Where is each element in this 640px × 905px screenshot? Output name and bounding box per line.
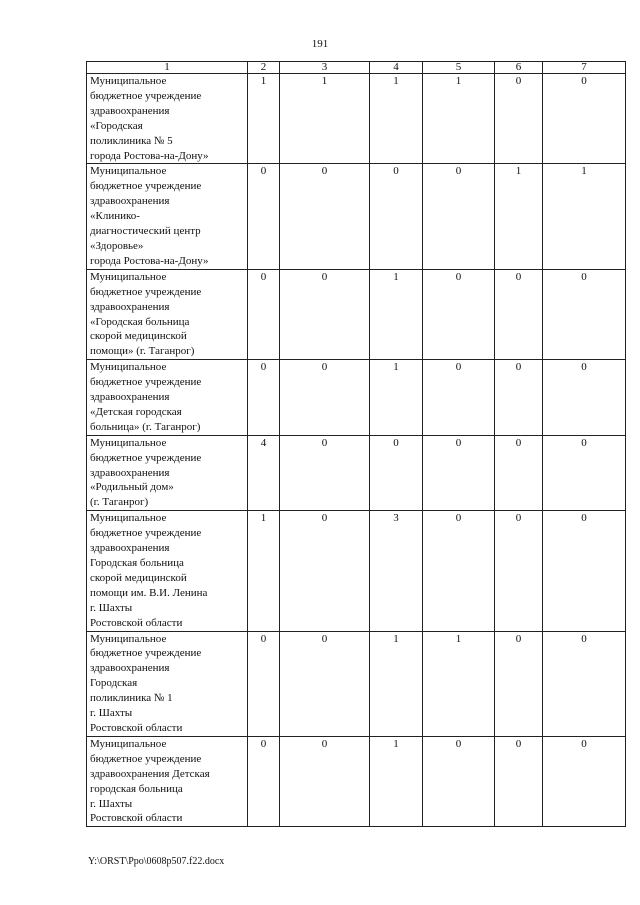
value-cell: 1 bbox=[248, 74, 280, 164]
organization-name-cell: Муниципальное бюджетное учреждение здравоохранения «Родильный дом» (г. Таганрог) bbox=[87, 435, 248, 511]
value-cell: 0 bbox=[543, 269, 626, 359]
value-cell: 1 bbox=[370, 631, 423, 736]
value-cell: 0 bbox=[423, 164, 495, 269]
value-cell: 0 bbox=[370, 435, 423, 511]
table-row bbox=[87, 269, 626, 359]
organization-name-cell: Муниципальное бюджетное учреждение здравоохранения «Городская больница скорой медицинской помощи» (г. Таганрог) bbox=[87, 269, 248, 359]
value-cell: 0 bbox=[543, 74, 626, 164]
value-cell: 0 bbox=[248, 736, 280, 826]
value-cell: 0 bbox=[495, 74, 543, 164]
value-cell: 0 bbox=[370, 164, 423, 269]
value-cell: 0 bbox=[495, 736, 543, 826]
value-cell: 0 bbox=[543, 631, 626, 736]
column-header: 3 bbox=[280, 62, 370, 74]
organization-name-cell: Муниципальное бюджетное учреждение здравоохранения Детская городская больница г. Шахты Ростовской области bbox=[87, 736, 248, 826]
footer-file-path: Y:\ORST\Ppo\0608p507.f22.docx bbox=[88, 856, 225, 867]
value-cell: 0 bbox=[423, 269, 495, 359]
value-cell: 3 bbox=[370, 511, 423, 631]
page-number: 191 bbox=[311, 38, 329, 50]
value-cell: 0 bbox=[495, 511, 543, 631]
column-header: 7 bbox=[543, 62, 626, 74]
table-row bbox=[87, 435, 626, 511]
column-header: 4 bbox=[370, 62, 423, 74]
value-cell: 0 bbox=[543, 435, 626, 511]
column-header: 2 bbox=[248, 62, 280, 74]
value-cell: 0 bbox=[423, 511, 495, 631]
column-header: 1 bbox=[87, 62, 248, 74]
value-cell: 0 bbox=[280, 360, 370, 436]
column-header: 6 bbox=[495, 62, 543, 74]
value-cell: 1 bbox=[370, 74, 423, 164]
value-cell: 0 bbox=[423, 360, 495, 436]
value-cell: 0 bbox=[423, 435, 495, 511]
value-cell: 0 bbox=[280, 511, 370, 631]
column-header: 5 bbox=[423, 62, 495, 74]
value-cell: 1 bbox=[248, 511, 280, 631]
value-cell: 0 bbox=[495, 360, 543, 436]
table-header-row bbox=[87, 62, 626, 74]
value-cell: 0 bbox=[543, 360, 626, 436]
organization-name-cell: Муниципальное бюджетное учреждение здравоохранения Городская поликлиника № 1 г. Шахты Ростовской области bbox=[87, 631, 248, 736]
value-cell: 1 bbox=[423, 631, 495, 736]
value-cell: 0 bbox=[423, 736, 495, 826]
table-row bbox=[87, 360, 626, 436]
data-table bbox=[86, 61, 626, 827]
table-row bbox=[87, 631, 626, 736]
value-cell: 0 bbox=[280, 631, 370, 736]
value-cell: 1 bbox=[370, 360, 423, 436]
value-cell: 1 bbox=[370, 736, 423, 826]
value-cell: 0 bbox=[280, 435, 370, 511]
organization-name-cell: Муниципальное бюджетное учреждение здравоохранения Городская больница скорой медицинской помощи им. В.И. Ленина г. Шахты Ростовской области bbox=[87, 511, 248, 631]
value-cell: 4 bbox=[248, 435, 280, 511]
organization-name-cell: Муниципальное бюджетное учреждение здравоохранения «Городская поликлиника № 5 города Ростова-на-Дону» bbox=[87, 74, 248, 164]
value-cell: 0 bbox=[248, 164, 280, 269]
organization-name-cell: Муниципальное бюджетное учреждение здравоохранения «Клинико- диагностический центр «Здоровье» города Ростова-на-Дону» bbox=[87, 164, 248, 269]
value-cell: 0 bbox=[280, 164, 370, 269]
value-cell: 1 bbox=[280, 74, 370, 164]
value-cell: 0 bbox=[543, 511, 626, 631]
table-row bbox=[87, 736, 626, 826]
value-cell: 0 bbox=[543, 736, 626, 826]
value-cell: 0 bbox=[280, 269, 370, 359]
value-cell: 0 bbox=[495, 631, 543, 736]
organization-name-cell: Муниципальное бюджетное учреждение здравоохранения «Детская городская больница» (г. Таганрог) bbox=[87, 360, 248, 436]
table-row bbox=[87, 74, 626, 164]
value-cell: 1 bbox=[423, 74, 495, 164]
value-cell: 0 bbox=[248, 360, 280, 436]
table-row bbox=[87, 511, 626, 631]
value-cell: 0 bbox=[495, 269, 543, 359]
value-cell: 1 bbox=[495, 164, 543, 269]
value-cell: 0 bbox=[495, 435, 543, 511]
value-cell: 1 bbox=[370, 269, 423, 359]
value-cell: 0 bbox=[280, 736, 370, 826]
table-row bbox=[87, 164, 626, 269]
value-cell: 0 bbox=[248, 631, 280, 736]
value-cell: 1 bbox=[543, 164, 626, 269]
value-cell: 0 bbox=[248, 269, 280, 359]
